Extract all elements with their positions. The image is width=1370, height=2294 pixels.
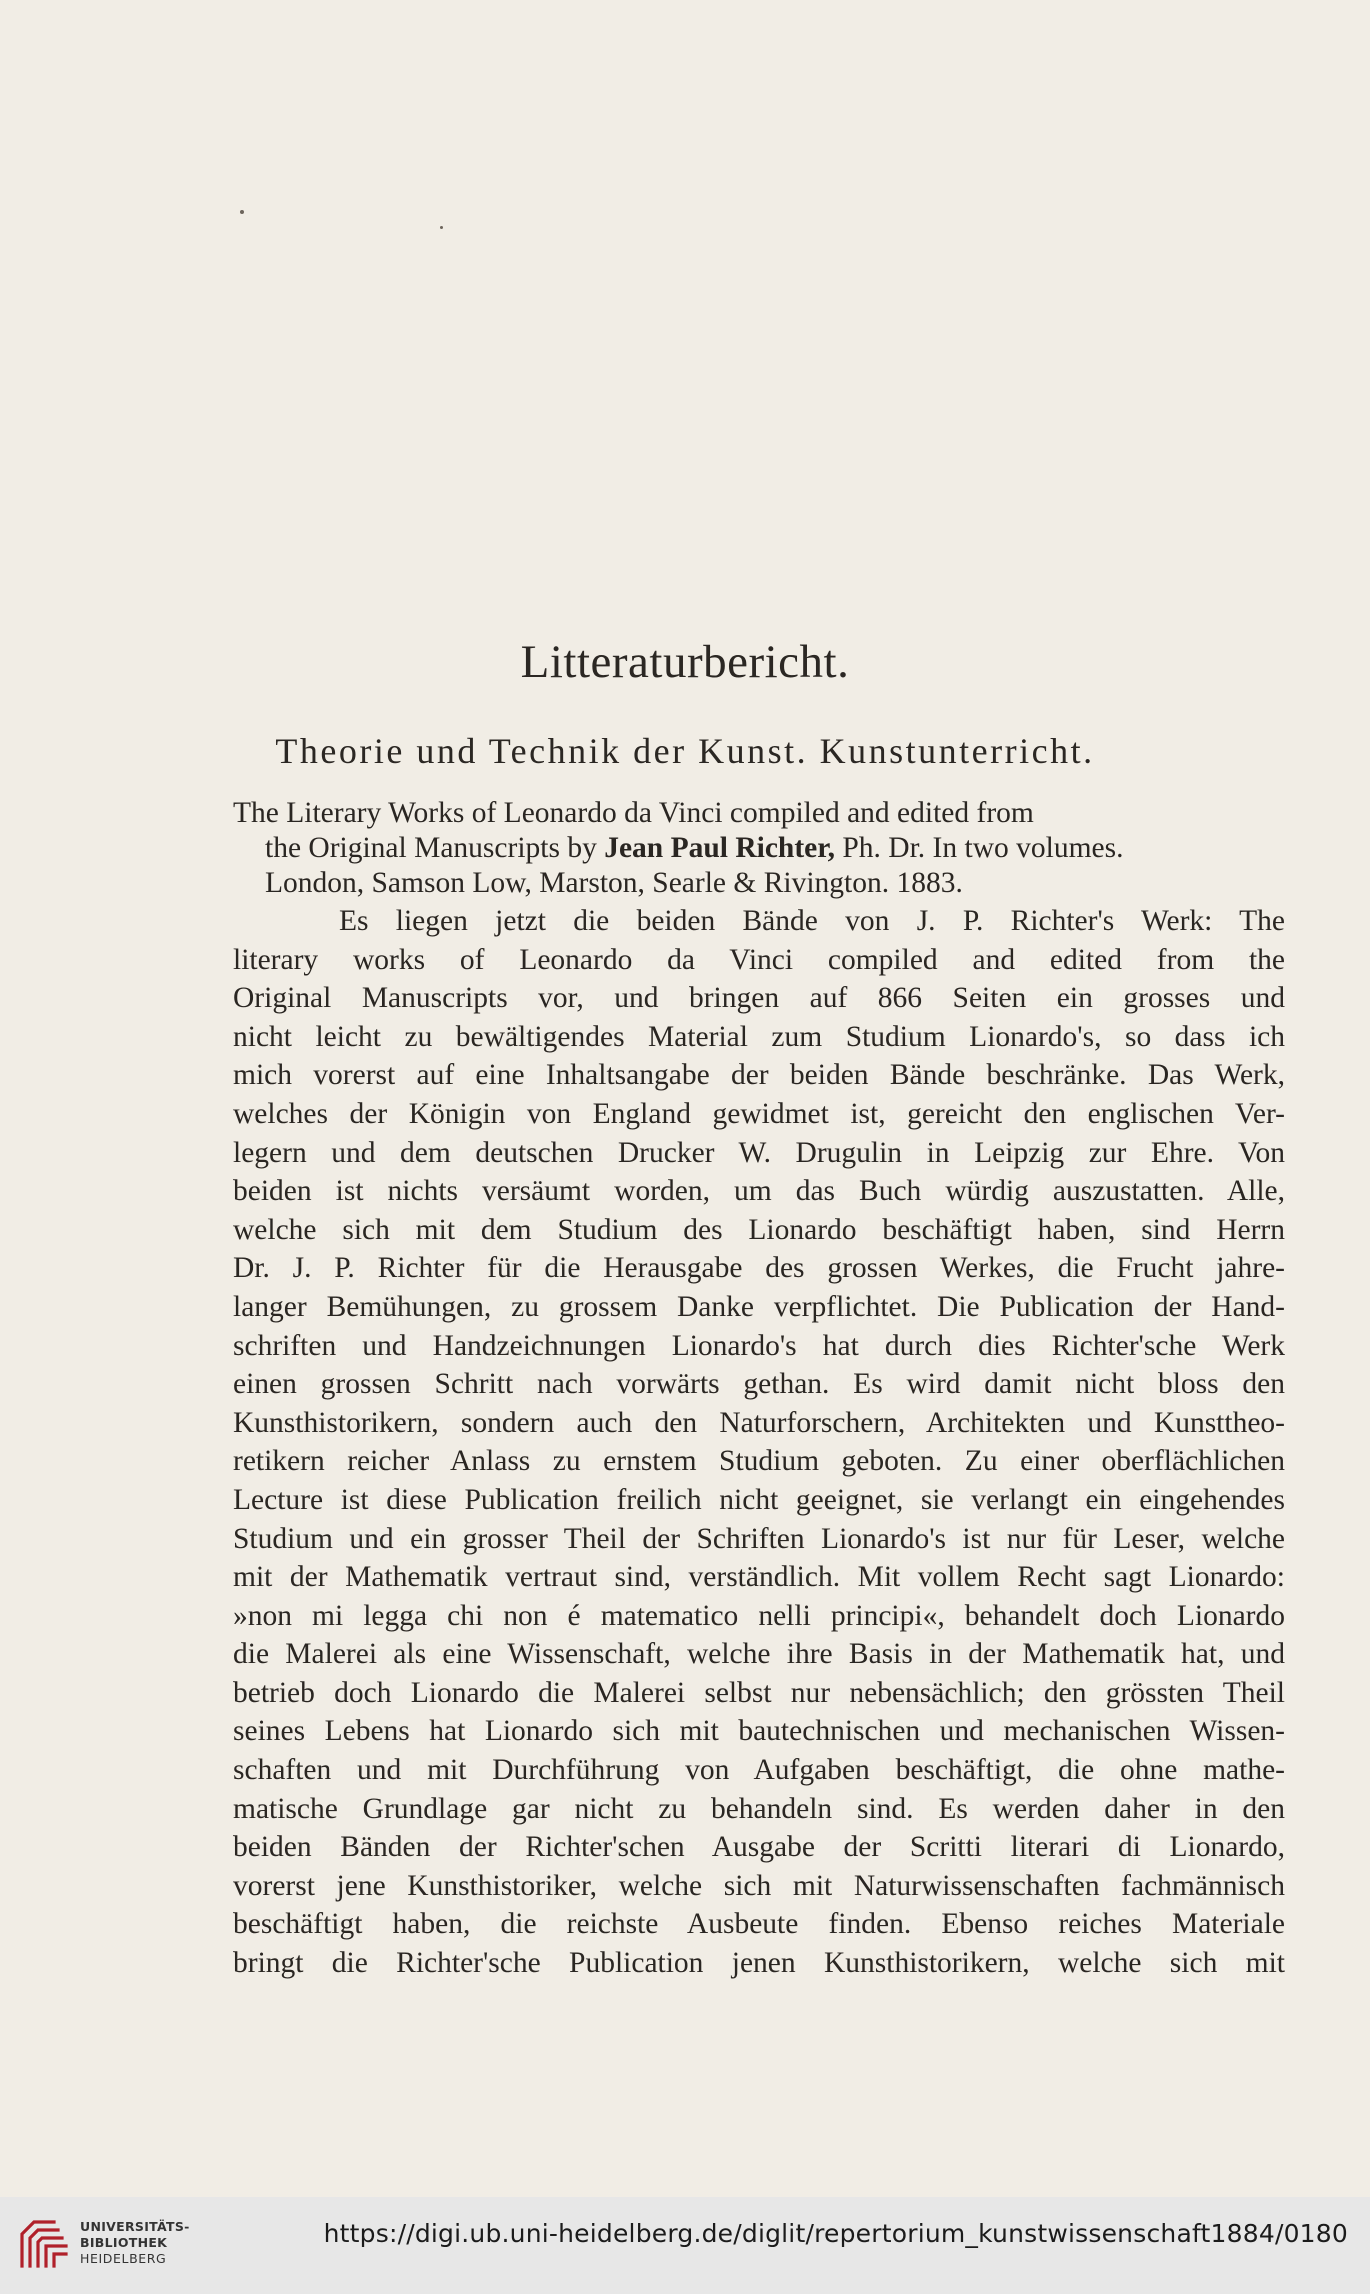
reference-publisher: London, Samson Low, Marston, Searle & Rivington. 1883. [265, 867, 963, 899]
bibliographic-reference [233, 796, 1285, 901]
body-line: mich vorerst auf eine Inhaltsangabe der beiden Bände beschränke. Das Werk, [233, 1059, 1285, 1092]
viewer-footer [0, 2197, 1370, 2294]
body-line: matische Grundlage gar nicht zu behandeln sind. Es werden daher in den [233, 1792, 1285, 1825]
body-line: nicht leicht zu bewältigendes Material zum Studium Lionardo's, so dass ich [233, 1020, 1285, 1053]
heidelberg-library-logo-icon[interactable] [14, 2214, 74, 2274]
body-line: beschäftigt haben, die reichste Ausbeute finden. Ebenso reiches Materiale [233, 1908, 1285, 1941]
review-body [233, 902, 1285, 1983]
body-line: Kunsthistorikern, sondern auch den Naturforschern, Architekten und Kunsttheo- [233, 1406, 1285, 1439]
body-line: mit der Mathematik vertraut sind, verständlich. Mit vollem Recht sagt Lionardo: [233, 1561, 1285, 1594]
library-name-line: BIBLIOTHEK [80, 2235, 168, 2250]
reference-line [233, 831, 1285, 866]
body-line: Lecture ist diese Publication freilich nicht geeignet, sie verlangt ein eingehendes [233, 1483, 1285, 1516]
body-line: schriften und Handzeichnungen Lionardo's hat durch dies Richter'sche Werk [233, 1329, 1285, 1362]
reference-line [233, 866, 1285, 901]
reference-author: Jean Paul Richter, [604, 832, 836, 864]
library-name-line: HEIDELBERG [80, 2251, 167, 2266]
body-line: Dr. J. P. Richter für die Herausgabe des grossen Werkes, die Frucht jahre- [233, 1252, 1285, 1285]
page-title: Litteraturbericht. [520, 636, 850, 688]
body-line: Studium und ein grosser Theil der Schriften Lionardo's ist nur für Leser, welche [233, 1522, 1285, 1555]
body-line: literary works of Leonardo da Vinci compiled and edited from the [233, 943, 1285, 976]
permalink-url[interactable]: https://digi.ub.uni-heidelberg.de/diglit/repertorium_kunstwissenschaft1884/0180 [323, 2219, 1348, 2248]
body-line: die Malerei als eine Wissenschaft, welche ihre Basis in der Mathematik hat, und [233, 1638, 1285, 1671]
library-name [80, 2219, 190, 2267]
body-line: bringt die Richter'sche Publication jenen Kunsthistorikern, welche sich mit [233, 1947, 1285, 1980]
body-line: Original Manuscripts vor, und bringen auf 866 Seiten ein grosses und [233, 982, 1285, 1015]
reference-line [233, 796, 1285, 831]
library-name-line: UNIVERSITÄTS- [80, 2219, 190, 2234]
body-line: beiden Bänden der Richter'schen Ausgabe der Scritti literari di Lionardo, [233, 1831, 1285, 1864]
paper-speck [240, 210, 244, 214]
paper-speck [440, 226, 443, 229]
body-line: betrieb doch Lionardo die Malerei selbst nur nebensächlich; den grössten Theil [233, 1676, 1285, 1709]
body-line: welches der Königin von England gewidmet ist, gereicht den englischen Ver- [233, 1097, 1285, 1130]
body-line: einen grossen Schritt nach vorwärts gethan. Es wird damit nicht bloss den [233, 1368, 1285, 1401]
reference-text: Ph. Dr. In two volumes. [835, 832, 1124, 864]
body-line: schaften und mit Durchführung von Aufgaben beschäftigt, die ohne mathe- [233, 1754, 1285, 1787]
body-line: seines Lebens hat Lionardo sich mit bautechnischen und mechanischen Wissen- [233, 1715, 1285, 1748]
body-line: legern und dem deutschen Drucker W. Drugulin in Leipzig zur Ehre. Von [233, 1136, 1285, 1169]
body-line: vorerst jene Kunsthistoriker, welche sich mit Naturwissenschaften fachmännisch [233, 1869, 1285, 1902]
body-line: beiden ist nichts versäumt worden, um das Buch würdig auszustatten. Alle, [233, 1175, 1285, 1208]
reference-text: the Original Manuscripts by [265, 832, 605, 864]
body-line: »non mi legga chi non é matematico nelli principi«, behandelt doch Lionardo [233, 1599, 1285, 1632]
body-line: welche sich mit dem Studium des Lionardo beschäftigt haben, sind Herrn [233, 1213, 1285, 1246]
section-subtitle: Theorie und Technik der Kunst. Kunstunterricht. [275, 731, 1095, 771]
body-line: Es liegen jetzt die beiden Bände von J. P. Richter's Werk: The [339, 905, 1285, 937]
body-line: retikern reicher Anlass zu ernstem Studium geboten. Zu einer oberflächlichen [233, 1445, 1285, 1478]
body-line: langer Bemühungen, zu grossem Danke verpflichtet. Die Publication der Hand- [233, 1290, 1285, 1323]
reference-title: The Literary Works of Leonardo da Vinci compiled and edited from [233, 797, 1034, 829]
